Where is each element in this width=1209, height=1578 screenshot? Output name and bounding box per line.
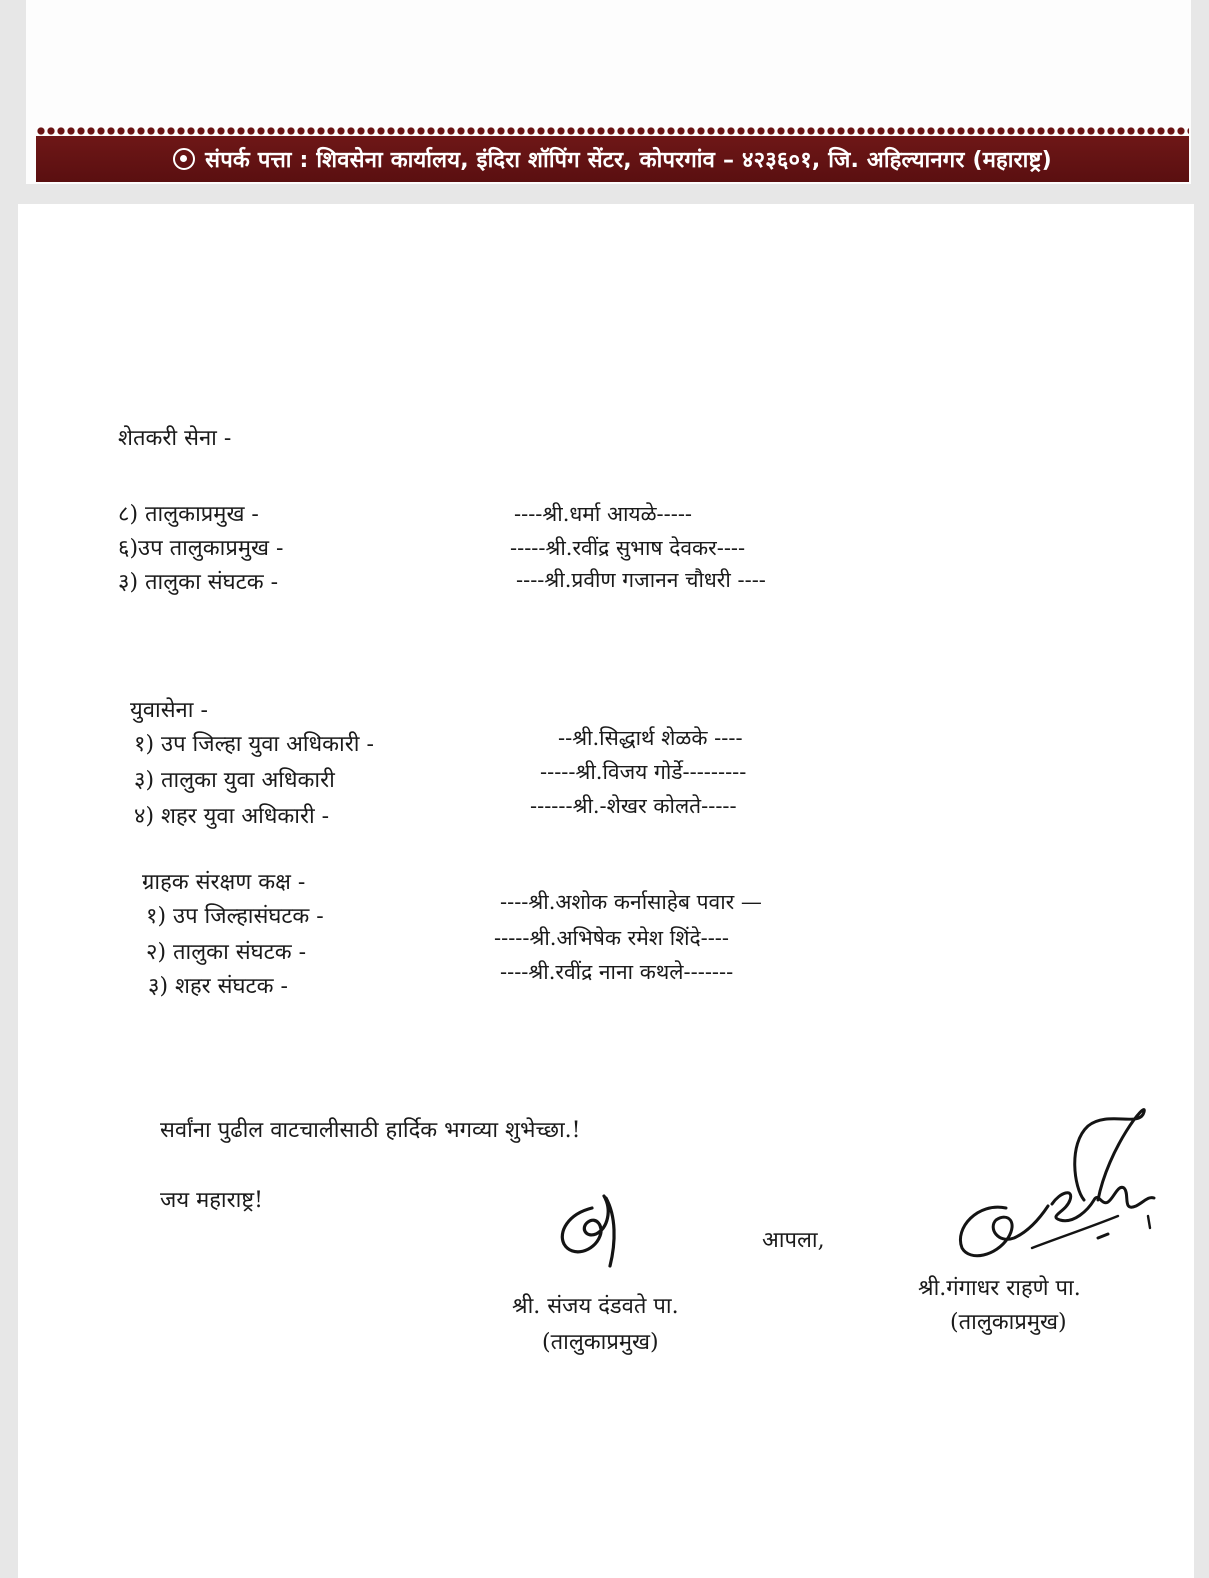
signature-mark-2 <box>948 1088 1162 1268</box>
section-title-shetkari-sena: शेतकरी सेना - <box>118 426 232 451</box>
member-name: ----श्री.अशोक कर्नासाहेब पवार — <box>500 890 762 914</box>
signatory-title-1: (तालुकाप्रमुख) <box>542 1330 659 1355</box>
role-label: ३) तालुका संघटक - <box>118 570 279 595</box>
role-label: १) उप जिल्हा युवा अधिकारी - <box>134 732 374 757</box>
role-label: ३) तालुका युवा अधिकारी <box>134 768 335 793</box>
slogan-line: जय महाराष्ट्र! <box>160 1188 263 1213</box>
member-name: -----श्री.रवींद्र सुभाष देवकर---- <box>510 536 746 560</box>
role-label: ४) शहर युवा अधिकारी - <box>134 804 330 829</box>
signature-mark-1 <box>550 1186 634 1272</box>
role-label: ८) तालुकाप्रमुख - <box>118 502 259 527</box>
contact-address: संपर्क पत्ता : शिवसेना कार्यालय, इंदिरा शॉपिंग सेंटर, कोपरगांव – ४२३६०१, जि. अहिल्यानगर (महाराष्ट्र) <box>205 148 1052 173</box>
role-label: ३) शहर संघटक - <box>148 974 288 999</box>
wishes-line: सर्वांना पुढील वाटचालीसाठी हार्दिक भगव्या शुभेच्छा.! <box>160 1118 581 1143</box>
signatory-name-2: श्री.गंगाधर राहणे पा. <box>918 1276 1081 1301</box>
letterhead-band <box>36 124 1189 182</box>
member-name: ----श्री.प्रवीण गजानन चौधरी ---- <box>516 568 766 592</box>
section-title-yuvasena: युवासेना - <box>130 698 208 723</box>
aapla-label: आपला, <box>762 1228 825 1253</box>
address-bar <box>36 136 1189 182</box>
member-name: --श्री.सिद्धार्थ शेळके ---- <box>558 726 743 750</box>
role-label: २) तालुका संघटक - <box>146 940 307 965</box>
role-label: ६)उप तालुकाप्रमुख - <box>118 536 284 561</box>
signatory-title-2: (तालुकाप्रमुख) <box>950 1310 1067 1335</box>
role-label: १) उप जिल्हासंघटक - <box>146 904 324 929</box>
member-name: ----श्री.धर्मा आयळे----- <box>514 502 693 526</box>
band-scallop-border <box>36 124 1189 136</box>
section-title-grahak-sanrakshan: ग्राहक संरक्षण कक्ष - <box>142 870 306 895</box>
member-name: -----श्री.विजय गोर्डे--------- <box>540 760 747 784</box>
member-name: ----श्री.रवींद्र नाना कथले------- <box>500 960 734 984</box>
letter-body <box>18 204 1194 1578</box>
member-name: ------श्री.-शेखर कोलते----- <box>530 794 737 818</box>
location-pin-icon <box>173 148 195 170</box>
signatory-name-1: श्री. संजय दंडवते पा. <box>512 1294 679 1319</box>
member-name: -----श्री.अभिषेक रमेश शिंदे---- <box>494 926 730 950</box>
